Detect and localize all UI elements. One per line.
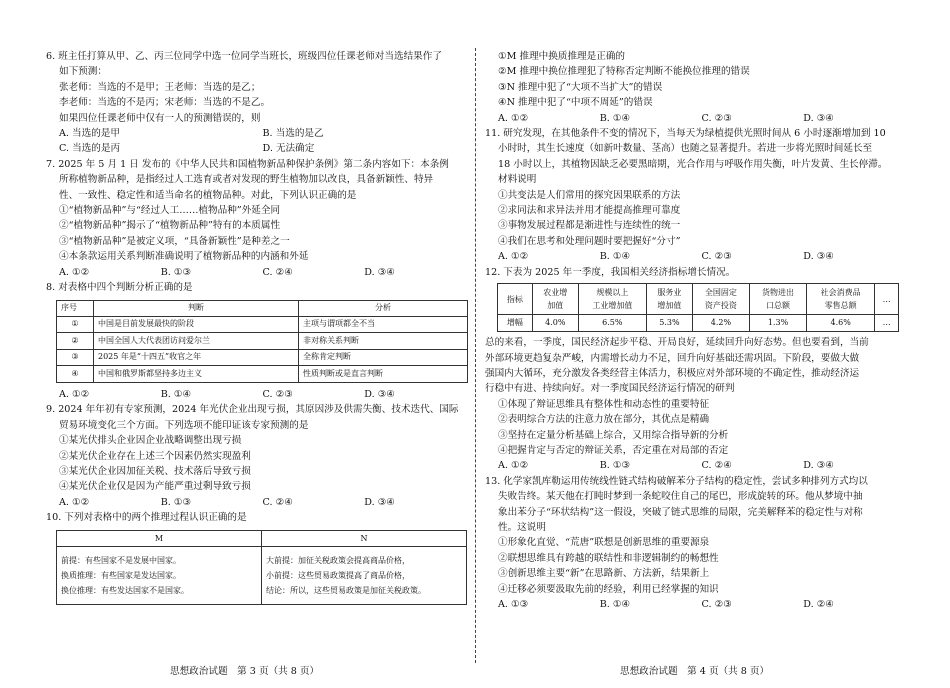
question-13 <box>485 474 905 613</box>
q10-item-1: ①M 推理中换质推理是正确的 <box>498 51 626 62</box>
q13-item-4: ④迁移必须要汲取先前的经验，利用已经掌握的知识 <box>498 583 719 595</box>
q12-header-retail <box>807 284 875 315</box>
q11-option-b: B. ①④ <box>599 251 631 263</box>
q8-option-b: B. ①④ <box>160 388 192 400</box>
q12-value: 1.3% <box>749 315 806 332</box>
q8-table <box>56 300 468 383</box>
page-divider <box>475 48 476 663</box>
q12-value: 4.2% <box>692 315 749 332</box>
q10-cell-n <box>262 546 467 604</box>
q13-item-1: ①形象化直觉、“荒唐”联想是创新思维的重要源泉 <box>498 537 710 549</box>
q9-stem-2: 贸易环境变化三个方面。下列选项不能印证该专家预测的是 <box>59 419 309 431</box>
q13-item-2: ②联想思维具有跨越的联结性和非逻辑制约的畅想性 <box>498 552 719 564</box>
q11-option-a: A. ①② <box>498 251 529 263</box>
q10-n-line: 大前提：加征关税政策会提高商品价格， <box>266 555 410 565</box>
q12-header-indicator: 指标 <box>498 284 533 315</box>
q8-cell: 中国全国人大代表团访问爱尔兰 <box>94 333 299 350</box>
q7-stem-1: 7. 2025 年 5 月 1 日 发布的《中华人民共和国植物新品种保护条例》第二条内容如下：本条例 <box>46 158 449 170</box>
q6-option-c: C. 当选的是丙 <box>59 143 121 155</box>
q8-stem: 8. 对表格中四个判断分析正确的是 <box>46 282 193 294</box>
q12-value: 4.0% <box>532 315 578 332</box>
q8-cell: ③ <box>57 349 94 366</box>
q12-para-1: 总的来看，一季度，国民经济起步平稳、开局良好，延续回升向好态势。但也要看到，当前 <box>485 337 869 349</box>
q13-option-b: B. ①④ <box>599 599 631 610</box>
q11-item-3: ③事物发展过程都是渐进性与连续性的统一 <box>498 220 681 232</box>
q7-item-3: ③“植物新品种”是被定义项，“具备新颖性”是种差之一 <box>59 235 290 247</box>
q12-stem: 12. 下表为 2025 年一季度，我国相关经济指标增长情况。 <box>485 266 736 278</box>
q7-stem-3: 性、一致性、稳定性和适当命名的植物品种。对此，下列认识正确的是 <box>59 189 357 201</box>
footer-page-3: 思想政治试题 第 3 页（共 8 页） <box>170 666 320 677</box>
q8-cell: ① <box>57 316 94 333</box>
q7-option-b: B. ①③ <box>160 266 192 278</box>
question-8 <box>46 280 466 402</box>
q12-header-ellipsis: … <box>875 284 899 315</box>
question-11 <box>485 126 905 265</box>
q6-option-d: D. 无法确定 <box>262 143 315 155</box>
q12-row-label: 增幅 <box>498 315 533 332</box>
q10-n-line: 结论：所以，这些贸易政策是加征关税政策。 <box>266 585 426 595</box>
q9-option-b: B. ①③ <box>160 496 192 508</box>
question-7 <box>46 157 466 280</box>
q9-item-1: ①某光伏排头企业因企业战略调整出现亏损 <box>59 435 242 447</box>
q6-stem: 6. 班主任打算从甲、乙、丙三位同学中选一位同学当班长，班级四位任课老师对当选结果作了 <box>46 51 442 62</box>
q12-header-investment <box>692 284 749 315</box>
q12-value: 4.6% <box>807 315 875 332</box>
q7-item-4: ④本条款运用关系判断准确说明了植物新品种的内涵和外延 <box>59 251 309 263</box>
q6-statement-2: 李老师：当选的不是丙；宋老师：当选的不是乙。 <box>59 97 271 109</box>
q10-option-a: A. ①② <box>498 112 529 124</box>
q10-m-line: 换质推理：有些国家是发达国家。 <box>61 570 181 580</box>
q12-header-line: 零售总额 <box>824 301 857 311</box>
q10-header-m: M <box>57 530 262 546</box>
q9-option-c: C. ②④ <box>262 496 293 508</box>
question-12 <box>485 265 905 474</box>
q13-stem-1: 13. 化学家凯库勒运用传统线性链式结构破解苯分子结构的稳定性，尝试多种排列方式均以 <box>485 475 868 487</box>
q10-stem: 10. 下列对表格中的两个推理过程认识正确的是 <box>46 512 247 524</box>
q8-header-analysis: 分析 <box>299 300 468 316</box>
q9-option-d: D. ③④ <box>364 496 395 508</box>
q8-option-a: A. ①② <box>59 388 90 400</box>
q12-option-a: A. ①② <box>498 460 529 472</box>
table-row <box>498 315 899 332</box>
table-row <box>57 349 468 366</box>
q6-option-a: A. 当选的是甲 <box>59 128 120 140</box>
q12-table <box>497 283 899 332</box>
q12-header-line: 口总额 <box>766 301 790 311</box>
q8-cell: 中国是目前发展最快的阶段 <box>94 316 299 333</box>
q7-item-1: ①“植物新品种”与“经过人工……植物品种”外延全同 <box>59 205 281 217</box>
q10-option-d: D. ③④ <box>803 112 834 124</box>
q10-n-line: 小前提：这些贸易政策提高了商品价格， <box>266 570 410 580</box>
q7-option-a: A. ①② <box>59 266 90 278</box>
q12-option-d: D. ③④ <box>803 460 834 472</box>
q8-option-c: C. ②③ <box>262 388 293 400</box>
q8-cell: 全称肯定判断 <box>299 349 468 366</box>
q7-stem-2: 所称植物新品种，是指经过人工选育或者对发现的野生植物加以改良，具备新颖性、特异 <box>59 174 434 186</box>
q11-stem-4: 材料说明 <box>498 174 537 186</box>
q12-para-3: 强国内大循环，充分激发各类经营主体活力，积极应对外部环境的不确定性，推动经济运 <box>485 367 860 379</box>
q12-header-line: 货物进出 <box>762 288 794 298</box>
q8-cell: 非对称关系判断 <box>299 333 468 350</box>
q10-item-2: ②M 推理中换位推理犯了特称否定判断不能换位推理的错误 <box>498 66 750 78</box>
question-10-continued <box>485 49 905 126</box>
q11-option-d: D. ③④ <box>803 251 834 263</box>
q13-option-a: A. ①③ <box>498 599 529 610</box>
q10-table <box>56 530 467 605</box>
q8-header-judgment: 判断 <box>94 300 299 316</box>
question-9 <box>46 402 466 510</box>
q10-cell-m <box>57 546 262 604</box>
q9-stem-1: 9. 2024 年年初有专家预测，2024 年光伏企业出现亏损，其原因涉及供需失衡、技术迭代、国际 <box>46 404 459 416</box>
q10-option-b: B. ①④ <box>599 112 631 124</box>
question-10 <box>46 510 466 605</box>
q11-stem-3: 18 小时以上，其植物因缺乏必要黑暗期，光合作用与呼吸作用失衡，叶片发黄、生长停滞。 <box>498 158 888 170</box>
q11-option-c: C. ②③ <box>701 251 732 263</box>
q11-item-2: ②求同法和求异法并用才能提高推理可靠度 <box>498 205 681 217</box>
q8-header-no: 序号 <box>57 300 94 316</box>
q12-value: 5.3% <box>646 315 692 332</box>
q11-stem-2: 小时时，其生长速度（如新叶数量、茎高）也随之显著提升。若进一步将光照时间延长至 <box>498 143 873 155</box>
q12-header-service <box>646 284 692 315</box>
q7-option-d: D. ③④ <box>364 266 395 278</box>
q8-cell: 2025 年是“十四五”收官之年 <box>94 349 299 366</box>
q12-header-trade <box>749 284 806 315</box>
q12-header-industry <box>578 284 646 315</box>
q12-header-line: 增加值 <box>657 301 682 311</box>
q7-item-2: ②“植物新品种”揭示了“植物新品种”特有的本质属性 <box>59 220 281 232</box>
page-4-column <box>485 49 905 612</box>
q13-option-d: D. ②④ <box>803 599 834 610</box>
table-row <box>57 333 468 350</box>
q8-cell: ④ <box>57 366 94 383</box>
q12-header-line: 加值 <box>547 301 564 311</box>
page-3-column <box>46 49 466 609</box>
q12-item-2: ②表明综合方法的注意力放在部分，其优点是精确 <box>498 414 710 426</box>
q12-para-4: 行稳中有进、持续向好。对一季度国民经济运行情况的研判 <box>485 383 735 395</box>
q9-option-a: A. ①② <box>59 496 90 508</box>
q12-para-2: 外部环境更趋复杂严峻，内需增长动力不足，回升向好基础还需巩固。下阶段，要做大做 <box>485 352 860 364</box>
q12-item-1: ①体现了辩证思维具有整体性和动态性的重要特征 <box>498 398 710 410</box>
q11-item-1: ①共变法是人们常用的探究因果联系的方法 <box>498 189 681 201</box>
q13-stem-2: 失败告终。某天他在打盹时梦到一条蛇咬住自己的尾巴，形成旋转的环。他从梦境中抽 <box>498 491 863 503</box>
q6-stem-2: 如下预测： <box>59 66 107 78</box>
q13-option-c: C. ②③ <box>701 599 732 610</box>
q9-item-3: ③某光伏企业因加征关税、技术落后导致亏损 <box>59 465 251 477</box>
q6-statement-3: 如果四位任课老师中仅有一人的预测错误的，则 <box>59 112 261 124</box>
table-row <box>57 546 467 604</box>
q12-header-agri <box>532 284 578 315</box>
q8-cell: ② <box>57 333 94 350</box>
q12-header-line: 工业增加值 <box>592 301 633 311</box>
q12-value: 6.5% <box>578 315 646 332</box>
q7-option-c: C. ②④ <box>262 266 293 278</box>
q13-stem-3: 象出苯分子“环状结构”这一假设，突破了链式思维的局限，完美解释苯的稳定性与对称 <box>498 506 863 518</box>
q9-item-4: ④某光伏企业仅是因为产能严重过剩导致亏损 <box>59 481 251 493</box>
question-6 <box>46 49 466 157</box>
q12-header-line: 农业增 <box>543 288 568 298</box>
q12-header-line: 规模以上 <box>596 288 629 298</box>
q12-option-c: C. ②④ <box>701 460 732 472</box>
q8-option-d: D. ③④ <box>364 388 395 400</box>
q10-item-3: ③N 推理中犯了“大项不当扩大”的错误 <box>498 81 663 93</box>
q12-header-line: 服务业 <box>657 288 682 298</box>
q6-option-b: B. 当选的是乙 <box>262 128 324 140</box>
q10-item-4: ④N 推理中犯了“中项不周延”的错误 <box>498 97 653 109</box>
q12-item-4: ④把握肯定与否定的辩证关系，否定重在对局部的否定 <box>498 444 729 456</box>
q12-header-line: 全国固定 <box>704 288 737 298</box>
q9-item-2: ②某光伏企业存在上述三个因素仍然实现盈利 <box>59 450 251 462</box>
q10-m-line: 换位推理：有些发达国家不是国家。 <box>61 585 189 595</box>
q10-option-c: C. ②③ <box>701 112 732 124</box>
q13-item-3: ③创新思维主要“新”在思路新、方法新，结果新上 <box>498 568 710 580</box>
q10-m-line: 前提：有些国家不是发展中国家。 <box>61 555 181 565</box>
q12-header-line: 社会消费品 <box>820 288 861 298</box>
table-row <box>57 316 468 333</box>
q12-item-3: ③坚持在定量分析基础上综合，又用综合指导新的分析 <box>498 429 729 441</box>
footer-page-4: 思想政治试题 第 4 页（共 8 页） <box>620 666 770 677</box>
q8-cell: 中国和俄罗斯都坚持多边主义 <box>94 366 299 383</box>
q11-stem-1: 11. 研究发现，在其他条件不变的情况下，当每天为绿植提供光照时间从 6 小时逐渐增加到 10 <box>485 128 886 140</box>
q11-item-4: ④我们在思考和处理问题时要把握好“分寸” <box>498 235 681 247</box>
q12-header-line: 资产投资 <box>704 301 737 311</box>
q12-option-b: B. ①③ <box>599 460 631 472</box>
q10-header-n: N <box>262 530 467 546</box>
q8-cell: 性质判断或是直言判断 <box>299 366 468 383</box>
table-row <box>57 366 468 383</box>
q13-stem-4: 性。这说明 <box>498 521 546 533</box>
q8-cell: 主项与谓项都全不当 <box>299 316 468 333</box>
q12-value-ellipsis: … <box>875 315 899 332</box>
q6-statement-1: 张老师：当选的不是甲；王老师：当选的是乙； <box>59 81 261 93</box>
